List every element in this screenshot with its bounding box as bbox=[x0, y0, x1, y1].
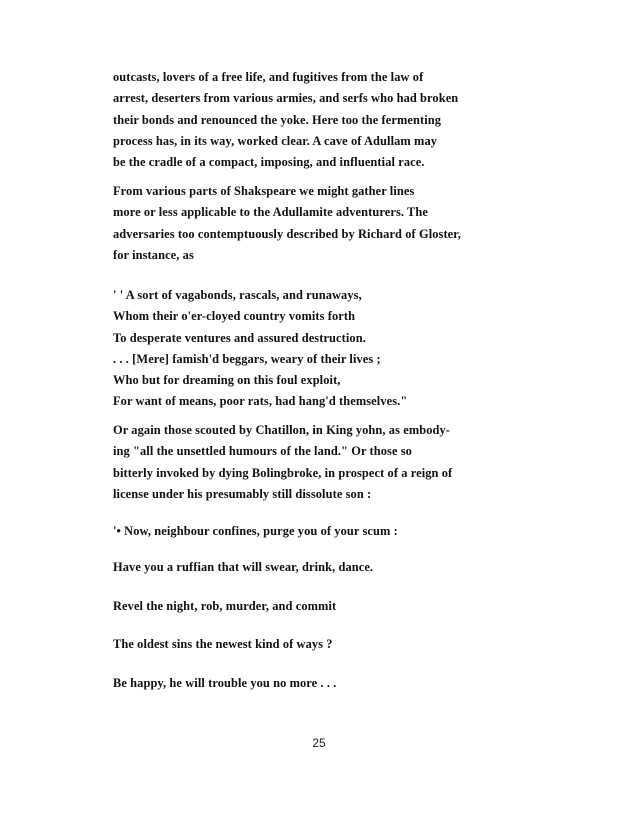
text-line: license under his presumably still dissolute son : bbox=[113, 486, 372, 501]
verse-line: Whom their o'er-cloyed country vomits forth bbox=[113, 309, 356, 324]
text-line: ing "all the unsettled humours of the land." Or those so bbox=[113, 444, 412, 459]
paragraph-chatillon bbox=[113, 420, 452, 505]
verse-line: The oldest sins the newest kind of ways ? bbox=[113, 637, 333, 651]
verse-line-revel bbox=[113, 596, 336, 617]
text-line: Or again those scouted by Chatillon, in King yohn, as embody- bbox=[113, 423, 451, 437]
verse-line: Revel the night, rob, murder, and commit bbox=[113, 599, 337, 613]
text-line: their bonds and renounced the yoke. Here too the fermenting bbox=[113, 112, 442, 127]
verse-line: For want of means, poor rats, had hang'd themselves." bbox=[113, 394, 408, 409]
quotation-richard bbox=[113, 285, 407, 413]
verse-line: Be happy, he will trouble you no more . . . bbox=[113, 676, 337, 690]
text-line: arrest, deserters from various armies, and serfs who had broken bbox=[113, 91, 459, 106]
verse-line: To desperate ventures and assured destruction. bbox=[113, 330, 366, 345]
text-line: process has, in its way, worked clear. A cave of Adullam may bbox=[113, 133, 438, 148]
verse-line: Who but for dreaming on this foul exploit, bbox=[113, 373, 341, 388]
text-line: outcasts, lovers of a free life, and fugitives from the law of bbox=[113, 70, 424, 84]
page-number: 25 bbox=[312, 736, 326, 750]
paragraph-shakspeare bbox=[113, 181, 461, 266]
text-line: for instance, as bbox=[113, 247, 194, 262]
text-line: adversaries too contemptuously described by Richard of Gloster, bbox=[113, 226, 461, 241]
verse-line-be-happy bbox=[113, 673, 336, 694]
verse-line: ' ' A sort of vagabonds, rascals, and runaways, bbox=[113, 288, 362, 302]
verse-line: . . . [Mere] famish'd beggars, weary of their lives ; bbox=[113, 351, 381, 366]
verse-line: Have you a ruffian that will swear, drink, dance. bbox=[113, 560, 374, 574]
text-line: From various parts of Shakspeare we might gather lines bbox=[113, 184, 415, 198]
verse-line: '• Now, neighbour confines, purge you of your scum : bbox=[113, 524, 398, 538]
text-line: be the cradle of a compact, imposing, and influential race. bbox=[113, 155, 425, 170]
paragraph-adullam bbox=[113, 67, 458, 173]
verse-line-oldest-sins bbox=[113, 634, 333, 655]
text-line: more or less applicable to the Adullamite adventurers. The bbox=[113, 205, 428, 220]
text-line: bitterly invoked by dying Bolingbroke, in prospect of a reign of bbox=[113, 465, 453, 480]
verse-line-neighbour bbox=[113, 521, 398, 542]
verse-line-ruffian bbox=[113, 557, 373, 578]
